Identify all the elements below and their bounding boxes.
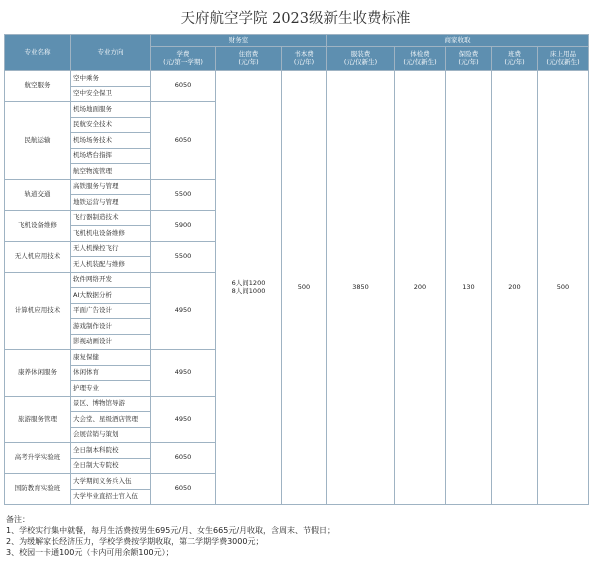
major-header: 专业名称 [5,35,71,71]
books-fee-cell: 500 [282,71,327,505]
direction-cell: 全日制本科院校 [71,443,151,459]
direction-header: 专业方向 [71,35,151,71]
direction-cell: 飞机机电设备维修 [71,226,151,242]
major-name-cell: 国防教育实验班 [5,474,71,505]
insurance-header: 保险费 (元/年) [446,47,492,71]
direction-cell: 高铁服务与管理 [71,179,151,195]
direction-cell: AI大数据分析 [71,288,151,304]
direction-cell: 机场塔台指挥 [71,148,151,164]
physical-fee-cell: 200 [395,71,446,505]
header-row-top [5,35,589,47]
direction-cell: 机场地面服务 [71,102,151,118]
fee-table [4,34,589,505]
direction-cell: 空中乘务 [71,71,151,87]
direction-cell: 全日制大专院校 [71,458,151,474]
tuition-cell: 6050 [151,443,216,474]
tuition-cell: 4950 [151,396,216,443]
table-row [5,71,589,87]
tuition-cell: 6050 [151,102,216,180]
major-name-cell: 民航运输 [5,102,71,180]
note-item: 2、为缓解家长经济压力，学校学费按学期收取，第二学期学费3000元； [6,537,264,546]
direction-cell: 无人机装配与维修 [71,257,151,273]
direction-cell: 航空物流管理 [71,164,151,180]
books-header: 书本费 (元/年) [282,47,327,71]
direction-cell: 地铁运营与管理 [71,195,151,211]
direction-cell: 康复保健 [71,350,151,366]
direction-cell: 护理专业 [71,381,151,397]
tuition-cell: 4950 [151,350,216,397]
major-name-cell: 轨道交通 [5,179,71,210]
note-item: 1、学校实行集中就餐，每月生活费按男生695元/月、女生665元/月收取，含周末、节假日； [6,526,336,535]
direction-cell: 平面广告设计 [71,303,151,319]
major-name-cell: 航空服务 [5,71,71,102]
dorm-fee-line: 8人间1000 [231,286,266,295]
direction-cell: 无人机操控飞行 [71,241,151,257]
class-fee-header: 班费 (元/年) [492,47,538,71]
bedding-fee-cell: 500 [538,71,589,505]
tuition-cell: 5500 [151,179,216,210]
direction-cell: 空中安全保卫 [71,86,151,102]
uniform-header: 服装费 (元/仅新生) [327,47,395,71]
major-name-cell: 飞机设备维修 [5,210,71,241]
direction-cell: 游戏制作设计 [71,319,151,335]
direction-cell: 休闲体育 [71,365,151,381]
direction-cell: 景区、博物馆导游 [71,396,151,412]
tuition-cell: 5900 [151,210,216,241]
direction-cell: 会展营销与策划 [71,427,151,443]
dorm-fee-line: 6人间1200 [231,279,266,288]
tuition-cell: 4950 [151,272,216,350]
tuition-cell: 5500 [151,241,216,272]
direction-cell: 飞行器制造技术 [71,210,151,226]
direction-cell: 大会堂、星级酒店管理 [71,412,151,428]
tuition-header: 学费 (元/第一学期) [151,47,216,71]
major-name-cell: 康养休闲服务 [5,350,71,397]
insurance-fee-cell: 130 [446,71,492,505]
bedding-header: 床上用品 (元/仅新生) [538,47,589,71]
tuition-cell: 6050 [151,474,216,505]
uniform-fee-cell: 3850 [327,71,395,505]
direction-cell: 机场场务技术 [71,133,151,149]
page-title: 天府航空学院 2023级新生收费标准 [180,10,411,27]
dorm-header: 住宿费 (元/年) [216,47,282,71]
direction-cell: 软件网络开发 [71,272,151,288]
notes-heading: 备注： [6,515,30,524]
direction-cell: 影视动画设计 [71,334,151,350]
physical-header: 体检费 (元/仅新生) [395,47,446,71]
major-name-cell: 旅游服务管理 [5,396,71,443]
finance-group-header: 财务室 [151,35,327,47]
tuition-cell: 6050 [151,71,216,102]
direction-cell: 大学毕业直招士官入伍 [71,489,151,505]
business-group-header: 商家收取 [327,35,589,47]
class-fee-cell: 200 [492,71,538,505]
direction-cell: 大学期间义务兵入伍 [71,474,151,490]
dorm-fee-cell [216,71,282,505]
direction-cell: 民航安全技术 [71,117,151,133]
major-name-cell: 计算机应用技术 [5,272,71,350]
note-item: 3、校园一卡通100元（卡内可用余额100元）； [6,548,174,557]
notes-section [6,514,586,558]
major-name-cell: 无人机应用技术 [5,241,71,272]
major-name-cell: 高考升学实验班 [5,443,71,474]
